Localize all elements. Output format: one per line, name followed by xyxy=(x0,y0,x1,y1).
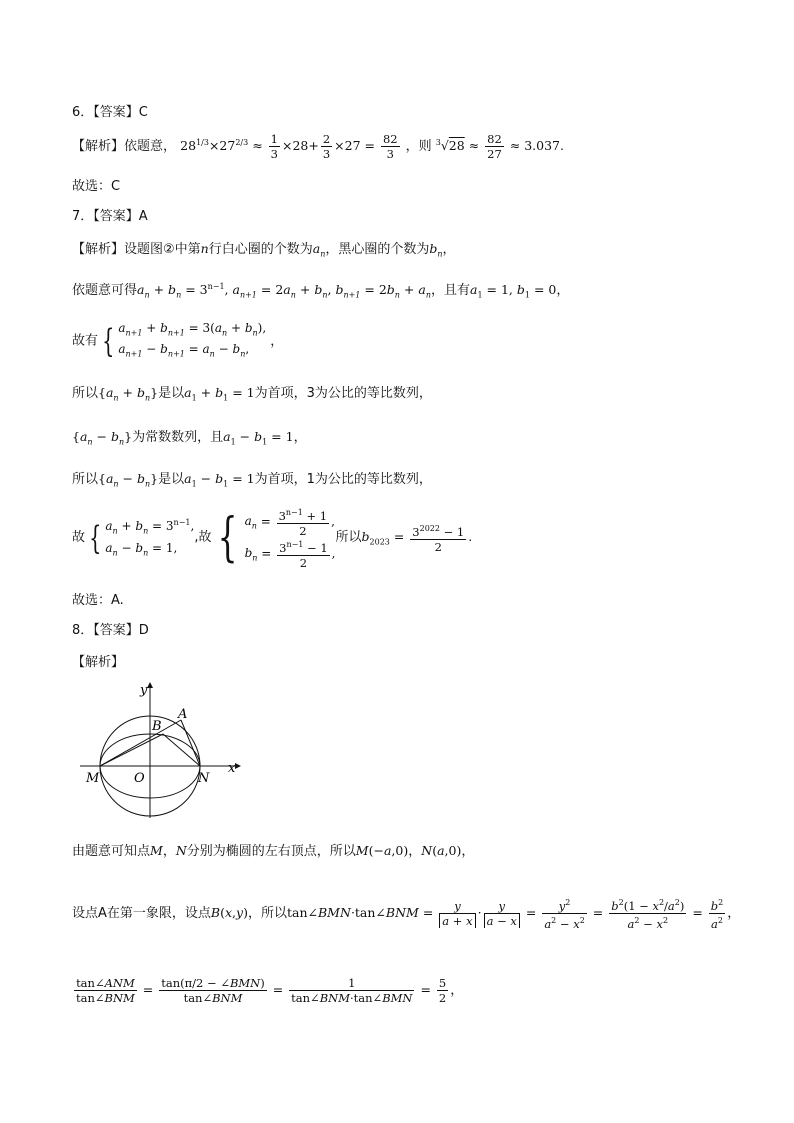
point-b-label: B xyxy=(152,719,162,734)
q8-line3: $\frac{\text{tan∠ANM}}{\text{tan∠BNM}}$ = $\frac{\text{tan(π/2 − ∠BMN)}}{\text{tan∠BNM}}$ = $\frac{1}{\text{tan∠BNM·tan∠BMN}}$ = $\frac{5}{2}$ ， xyxy=(76,976,464,1005)
text: ，且有 xyxy=(430,283,470,299)
q7-analysis-line5: $\{a_n - b_n\}$为常数数列，且$a_1 - b_1 = 1$， xyxy=(72,429,307,447)
text: 设点A在第一象限，设点 xyxy=(72,905,211,921)
text: 为首项，1为公比的等比数列， xyxy=(254,472,432,487)
text: 由题意可知点 xyxy=(72,844,151,859)
analysis-text: 依题意， xyxy=(124,139,177,154)
text: 所以 xyxy=(72,472,99,487)
text: 故 xyxy=(72,529,86,545)
text: 设题图②中第 xyxy=(124,242,201,257)
q8-answer: 8．【答案】D xyxy=(72,623,149,638)
q6-analysis: 【解析】依题意， $28^{1/3}\times 27^{2/3}$ ≈ $\frac{1}{3}$ ×28+ $\frac{2}{3}$ ×27 = $\frac{82}{3}$ ，则 $^3$√28 ≈ $\frac{82}{27}$ ≈ 3.037. xyxy=(72,132,564,161)
q8-line2: 设点A在第一象限，设点B(x,y)，所以tan∠BMN·tan∠BNM = $\frac{y}{a + x}$ · $\frac{y}{a - x}$ = $\frac{y^2}{a^2 - x^2}$ = $\frac{b^2(1 - x^2/a^2)}{a^2 - x^2}$ = $\frac{b^2}{a^2}$ ， xyxy=(72,898,741,931)
analysis-label: 【解析】 xyxy=(72,139,125,154)
axis-y-label: y xyxy=(140,683,148,698)
q7-analysis-line7: 故 { $a_n + b_n = 3^{n-1}$, $a_n - b_n = 1$, ,故 { $a_n$ = $\frac{3^{n-1} + 1}{2}$ , $b_n$ = $\frac{3^{n-1} - 1}{2}$ , 所以$b_{2023}$ = $\frac{3^{2022} - 1}{2}$ . xyxy=(72,507,473,570)
q7-conclusion: 故选：A. xyxy=(72,593,124,608)
text: 分别为椭圆的左右顶点，所以 xyxy=(186,844,356,859)
point-m-label: M xyxy=(86,771,100,786)
text: 行白心圈的个数为 xyxy=(208,242,313,257)
q6-answer: 6．【答案】C xyxy=(72,105,148,120)
text: 依题意可得 xyxy=(72,283,138,299)
text: 故有 xyxy=(72,333,99,349)
text: 故 xyxy=(198,529,212,545)
text: 所以 xyxy=(335,529,362,545)
origin-label: O xyxy=(134,771,145,786)
text: 为首项，3为公比的等比数列， xyxy=(254,386,432,401)
point-a-label: A xyxy=(178,707,188,722)
analysis-label: 【解析】 xyxy=(72,242,125,257)
text: 所以 xyxy=(72,386,99,401)
axis-x-label: x xyxy=(228,761,236,776)
point-n-label: N xyxy=(198,771,210,786)
q6-conclusion: 故选：C xyxy=(72,179,121,194)
text: ，所以 xyxy=(247,905,287,921)
q7-analysis-line6: 所以$\{a_n - b_n\}$是以$a_1 - b_1 = 1$为首项，1为公比的等比数列， xyxy=(72,471,432,489)
q7-analysis-line3: 故有 { $a_{n+1} + b_{n+1} = 3(a_n + b_n)$, $a_{n+1} - b_{n+1} = a_n - b_n$, ， xyxy=(72,321,284,361)
q6-root: $^3$√28 ≈ $\frac{82}{27}$ ≈ 3.037. xyxy=(435,132,564,161)
ellipse-figure xyxy=(70,680,250,820)
q7-answer: 7．【答案】A xyxy=(72,209,148,224)
q6-result: 3.037 xyxy=(524,138,560,153)
q7-analysis-line2: 依题意可得$a_n + b_n = 3^{n-1}$, $a_{n+1} = 2a_n + b_n$, $b_{n+1} = 2b_n + a_n$，且有$a_1 = 1$, $b_1 = 0$， xyxy=(72,282,570,300)
q7-analysis-line4: 所以$\{a_n + b_n\}$是以$a_1 + b_1 = 1$为首项，3为公比的等比数列， xyxy=(72,385,432,403)
q6-formula: $28^{1/3}\times 27^{2/3}$ ≈ $\frac{1}{3}$ ×28+ $\frac{2}{3}$ ×27 = $\frac{82}{3}$ xyxy=(180,132,398,161)
q7-analysis-line1: 【解析】设题图②中第n行白心圈的个数为$a_n$，黑心圈的个数为$b_n$， xyxy=(72,241,456,259)
text: ，黑心圈的个数为 xyxy=(325,242,430,257)
text: 为常数数列，且 xyxy=(132,430,224,445)
q8-analysis-label: 【解析】 xyxy=(72,655,125,670)
q8-line1: 由题意可知点M，N分别为椭圆的左右顶点，所以M(−a,0)，N(a,0)， xyxy=(72,843,475,859)
